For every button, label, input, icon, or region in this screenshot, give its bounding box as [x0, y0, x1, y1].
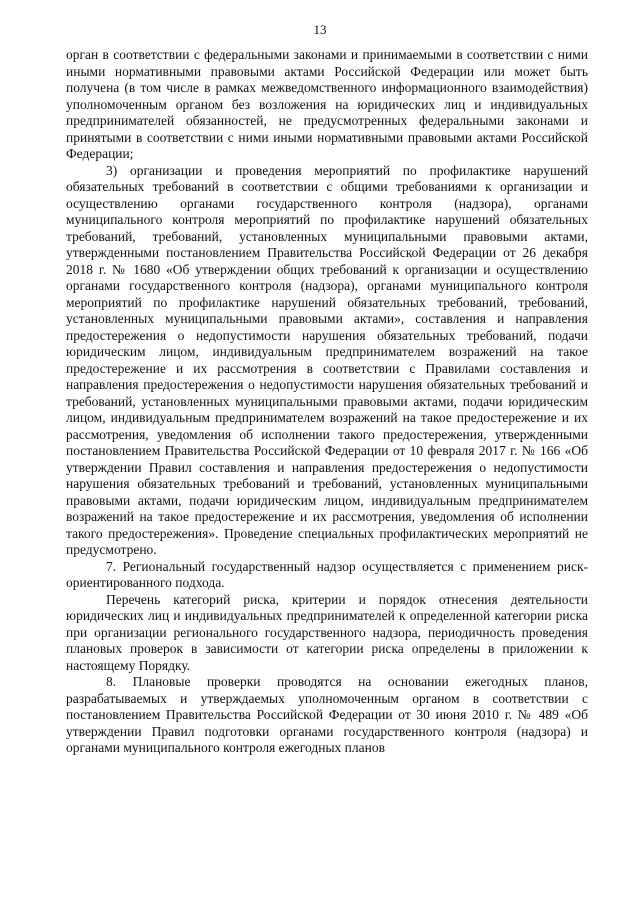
paragraph-item-3: 3) организации и проведения мероприятий по профилактике нарушений обязательных требований в соответствии с общими требованиями к организации и осуществлению органами государственного контроля (надзора), органами муниципального контроля мероприятий по профилактике нарушений обязательных требований, требований, установленных муниципальными правовыми актами, утвержденными постановлением Правительства Российской Федерации от 26 декабря 2018 г. № 1680 «Об утверждении общих требований к организации и осуществлению органами государственного контроля (надзора), органами муниципального контроля мероприятий по профилактике нарушений обязательных требований, требований, установленных муниципальными правовыми актами», составления и направления предостережения о недопустимости нарушения обязательных требований, подачи юридическим лицом, индивидуальным предпринимателем возражений на такое предостережение и их рассмотрения в соответствии с Правилами составления и направления предостережения о недопустимости нарушения обязательных требований и требований, установленных муниципальными правовыми актами, подачи юридическим лицом, индивидуальным предпринимателем возражений на такое предостережение и их рассмотрения, уведомления об исполнении такого предостережения, утвержденными постановлением Правительства Российской Федерации от 10 февраля 2017 г. № 166 «Об утверждении Правил составления и направления предостережения о недопустимости нарушения обязательных требований и требований, установленных муниципальными правовыми актами, подачи юридическим лицом, индивидуальным предпринимателем возражений на такое предостережение и их рассмотрения, уведомления об исполнении такого предостережения». Проведение специальных профилактических мероприятий не предусмотрено.	[66, 162, 588, 557]
paragraph-risk-categories: Перечень категорий риска, критерии и порядок отнесения деятельности юридических лиц и индивидуальных предпринимателей к определенной категории риска при организации регионального государственного надзора, периодичность проведения плановых проверок в зависимости от категории риска определены в приложении к настоящему Порядку.	[66, 591, 588, 673]
document-body	[66, 47, 588, 757]
page-number: 13	[313, 22, 327, 37]
paragraph-continuation: орган в соответствии с федеральными законами и принимаемыми в соответствии с ними иными нормативными правовыми актами Российской Федерации или может быть получена (в том числе в рамках межведомственного информационного взаимодействия) уполномоченным органом без возложения на юридических лиц и индивидуальных предпринимателей обязанностей, не предусмотренных федеральными законами и принятыми в соответствии с ними иными нормативными правовыми актами Российской Федерации;	[66, 47, 588, 161]
paragraph-section-8: 8. Плановые проверки проводятся на основании ежегодных планов, разрабатываемых и утверждаемых уполномоченным органом в соответствии с постановлением Правительства Российской Федерации от 30 июня 2010 г. № 489 «Об утверждении Правил подготовки органами государственного контроля (надзора) и органами муниципального контроля ежегодных планов	[66, 674, 588, 755]
paragraph-section-7: 7. Региональный государственный надзор осуществляется с применением риск-ориентированного подхода.	[66, 558, 588, 590]
